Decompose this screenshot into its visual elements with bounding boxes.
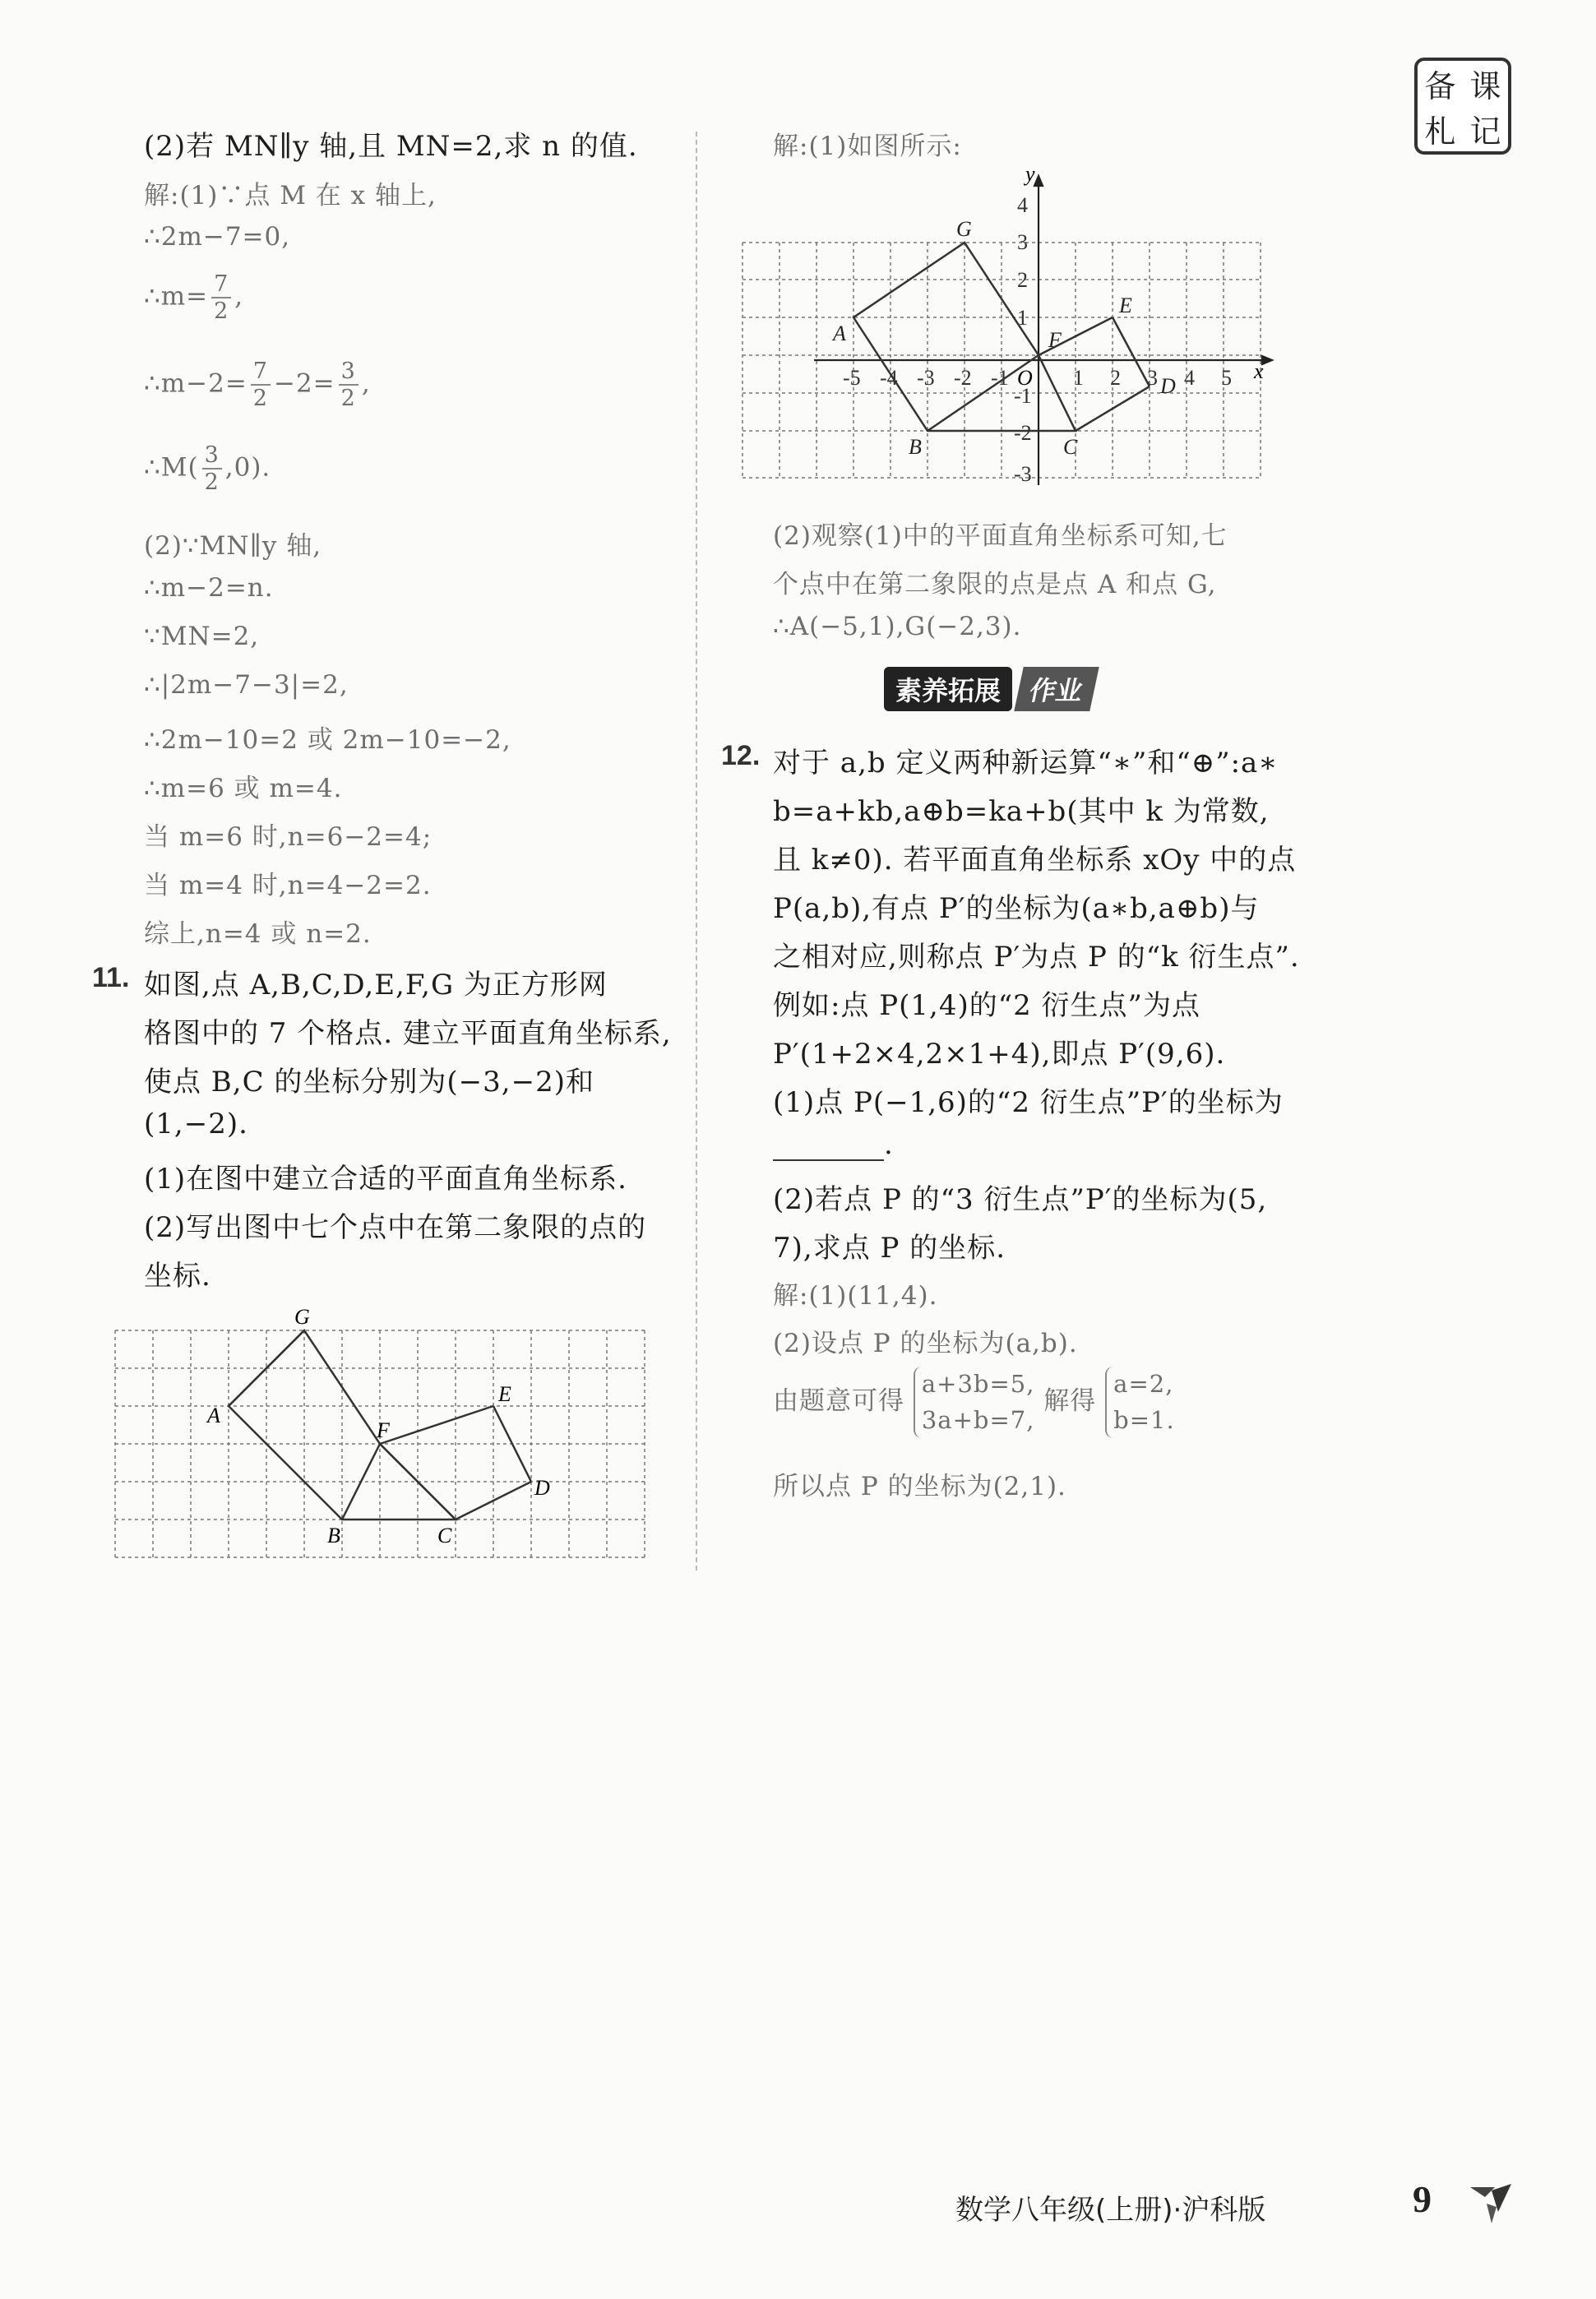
solution-line: (2)观察(1)中的平面直角坐标系可知,七: [773, 521, 1228, 551]
x-tick-label: -3: [917, 366, 935, 390]
point-label: C: [1063, 435, 1078, 459]
y-tick-label: 2: [1017, 268, 1028, 292]
point-label: D: [1160, 374, 1176, 398]
fraction-numerator: 3: [202, 442, 222, 470]
question-line: 之相对应,则称点 P′为点 P 的“k 衍生点”.: [773, 941, 1300, 974]
y-tick-label: 1: [1017, 306, 1028, 330]
fraction-denominator: 2: [252, 386, 268, 412]
x-tick-label: 5: [1221, 366, 1232, 390]
solution-line: (2)∵MN∥y 轴,: [144, 531, 322, 561]
question-line: P(a,b),有点 P′的坐标为(a∗b,a⊕b)与: [773, 892, 1260, 925]
point-label: D: [534, 1476, 550, 1500]
x-tick-label: 3: [1147, 366, 1158, 390]
solution-line: ∴2m−10=2 或 2m−10=−2,: [144, 725, 511, 755]
fraction-denominator: 2: [340, 386, 356, 412]
solution-fraction-line: [144, 358, 371, 411]
question-line: 格图中的 7 个格点. 建立平面直角坐标系,: [144, 1017, 672, 1050]
question-line: (1)点 P(−1,6)的“2 衍生点”P′的坐标为: [773, 1086, 1284, 1119]
fraction: [251, 358, 271, 411]
axes: [814, 176, 1272, 485]
page-number: 9: [1413, 2178, 1432, 2220]
point-label: C: [437, 1524, 452, 1547]
book-title: 数学八年级(上册)·沪科版: [955, 2194, 1266, 2227]
x-axis-label: x: [1254, 359, 1264, 383]
solution-fraction-line: [144, 271, 243, 324]
y-tick-label: 4: [1017, 193, 1028, 217]
question-part-2: (2)若 MN∥y 轴,且 MN=2,求 n 的值.: [144, 130, 638, 163]
solution-line: 所以点 P 的坐标为(2,1).: [773, 1472, 1066, 1501]
solution-line: 解:(1)(11,4).: [773, 1281, 938, 1311]
section-banner: [884, 668, 1094, 710]
solution-line: ∴m−2=n.: [144, 573, 274, 603]
y-axis-label: y: [1025, 164, 1035, 186]
point-label: G: [956, 217, 972, 241]
x-tick-label: 1: [1073, 366, 1084, 390]
solution-line: 当 m=4 时,n=4−2=2.: [144, 871, 432, 900]
question-line: 坐标.: [144, 1260, 211, 1293]
banner-title: 素养拓展: [884, 667, 1012, 711]
x-tick-label: 2: [1110, 366, 1121, 390]
point-label: F: [377, 1418, 390, 1442]
origin-label: O: [1017, 366, 1033, 390]
notes-badge: [1414, 58, 1511, 155]
solution-line: 解:(1)如图所示:: [773, 132, 962, 161]
solution-system: [1105, 1367, 1175, 1438]
x-tick-label: -5: [843, 366, 861, 390]
point-label: A: [833, 321, 846, 345]
fraction-numerator: 7: [211, 271, 231, 298]
solution-line: 当 m=6 时,n=6−2=4;: [144, 822, 433, 852]
punctuation: .: [884, 1128, 894, 1161]
fraction-numerator: 7: [251, 358, 271, 386]
solution-line: ∴|2m−7−3|=2,: [144, 670, 349, 700]
point-label: G: [294, 1305, 310, 1329]
x-tick-label: -1: [991, 366, 1009, 390]
point-label: B: [327, 1524, 340, 1547]
segment-fe: [380, 1406, 493, 1444]
question-number: 12.: [721, 740, 761, 771]
solution-line: ∴m=6 或 m=4.: [144, 774, 343, 803]
banner-tag: 作业: [1014, 667, 1099, 711]
solution-text: ∴m=: [144, 281, 209, 312]
x-axis-arrow: [1262, 356, 1272, 364]
segment-dc: [456, 1482, 531, 1520]
solution-text: −2=: [273, 368, 335, 399]
equation: a=2,: [1113, 1370, 1174, 1398]
badge-char: 札: [1424, 113, 1456, 150]
question-number: 11.: [92, 962, 130, 993]
solution-line: (2)设点 P 的坐标为(a,b).: [773, 1329, 1078, 1358]
y-tick-label: 3: [1017, 230, 1028, 254]
question-line: 例如:点 P(1,4)的“2 衍生点”为点: [773, 989, 1200, 1022]
point-label: A: [207, 1404, 220, 1427]
solution-text: ∴M(: [144, 452, 199, 483]
fraction: [339, 358, 359, 411]
y-axis-arrow: [1034, 176, 1043, 186]
point-label: F: [1048, 328, 1062, 352]
question-line: (1,−2).: [144, 1108, 248, 1140]
x-tick-label: -4: [880, 366, 898, 390]
solution-text: ∴m−2=: [144, 368, 247, 399]
equation-system: [914, 1367, 1035, 1438]
answer-blank[interactable]: [773, 1135, 884, 1161]
question-line: b=a+kb,a⊕b=ka+b(其中 k 为常数,: [773, 795, 1270, 828]
question-line: 且 k≠0). 若平面直角坐标系 xOy 中的点: [773, 844, 1297, 877]
solution-text: ,: [234, 281, 244, 312]
question-line: P′(1+2×4,2×1+4),即点 P′(9,6).: [773, 1038, 1226, 1071]
solution-line: 个点中在第二象限的点是点 A 和点 G,: [773, 570, 1217, 599]
solution-line: 综上,n=4 或 n=2.: [144, 919, 372, 949]
question-line: (2)写出图中七个点中在第二象限的点的: [144, 1211, 647, 1244]
point-label: E: [1119, 294, 1132, 317]
solution-line: 解:(1)∵点 M 在 x 轴上,: [144, 181, 437, 210]
question-line: 如图,点 A,B,C,D,E,F,G 为正方形网: [144, 969, 608, 1001]
corner-decoration-icon: [1462, 2179, 1520, 2228]
equation: a+3b=5,: [921, 1370, 1035, 1398]
x-tick-label: -2: [954, 366, 972, 390]
equation-system-line: [773, 1367, 1175, 1438]
solution-line: ∴2m−7=0,: [144, 222, 291, 252]
answer-blank-line: [773, 1128, 894, 1161]
y-tick-label: -2: [1014, 421, 1032, 445]
fraction-numerator: 3: [339, 358, 359, 386]
solution-text: ,: [361, 368, 371, 399]
y-tick-label: -3: [1014, 462, 1032, 486]
solution-line: ∴A(−5,1),G(−2,3).: [773, 612, 1022, 641]
solution-text: 解得: [1043, 1386, 1097, 1416]
point-label: E: [498, 1382, 511, 1406]
equation: b=1.: [1113, 1405, 1175, 1434]
fraction: [211, 271, 231, 324]
badge-char: 记: [1469, 113, 1501, 150]
x-tick-label: 4: [1184, 366, 1195, 390]
solution-fraction-line: [144, 442, 271, 495]
grid-figure-11: [99, 1298, 666, 1569]
fraction: [202, 442, 222, 495]
column-divider: [696, 132, 697, 1570]
question-line: (2)若点 P 的“3 衍生点”P′的坐标为(5,: [773, 1183, 1268, 1216]
solution-text: ,0).: [224, 452, 271, 483]
point-label: B: [909, 435, 922, 459]
badge-char: 备: [1424, 68, 1456, 104]
question-line: 对于 a,b 定义两种新运算“∗”和“⊕”:a∗: [773, 747, 1279, 779]
equation: 3a+b=7,: [921, 1405, 1035, 1434]
question-line: (1)在图中建立合适的平面直角坐标系.: [144, 1163, 627, 1196]
solution-text: 由题意可得: [773, 1386, 904, 1416]
coordinate-figure: [736, 164, 1295, 493]
solution-line: ∵MN=2,: [144, 622, 260, 651]
fraction-denominator: 2: [204, 470, 220, 496]
y-tick-label: -1: [1014, 384, 1032, 408]
badge-char: 课: [1469, 68, 1501, 104]
question-line: 使点 B,C 的坐标分别为(−3,−2)和: [144, 1066, 594, 1099]
question-line: 7),求点 P 的坐标.: [773, 1232, 1006, 1265]
fraction-denominator: 2: [214, 298, 229, 325]
